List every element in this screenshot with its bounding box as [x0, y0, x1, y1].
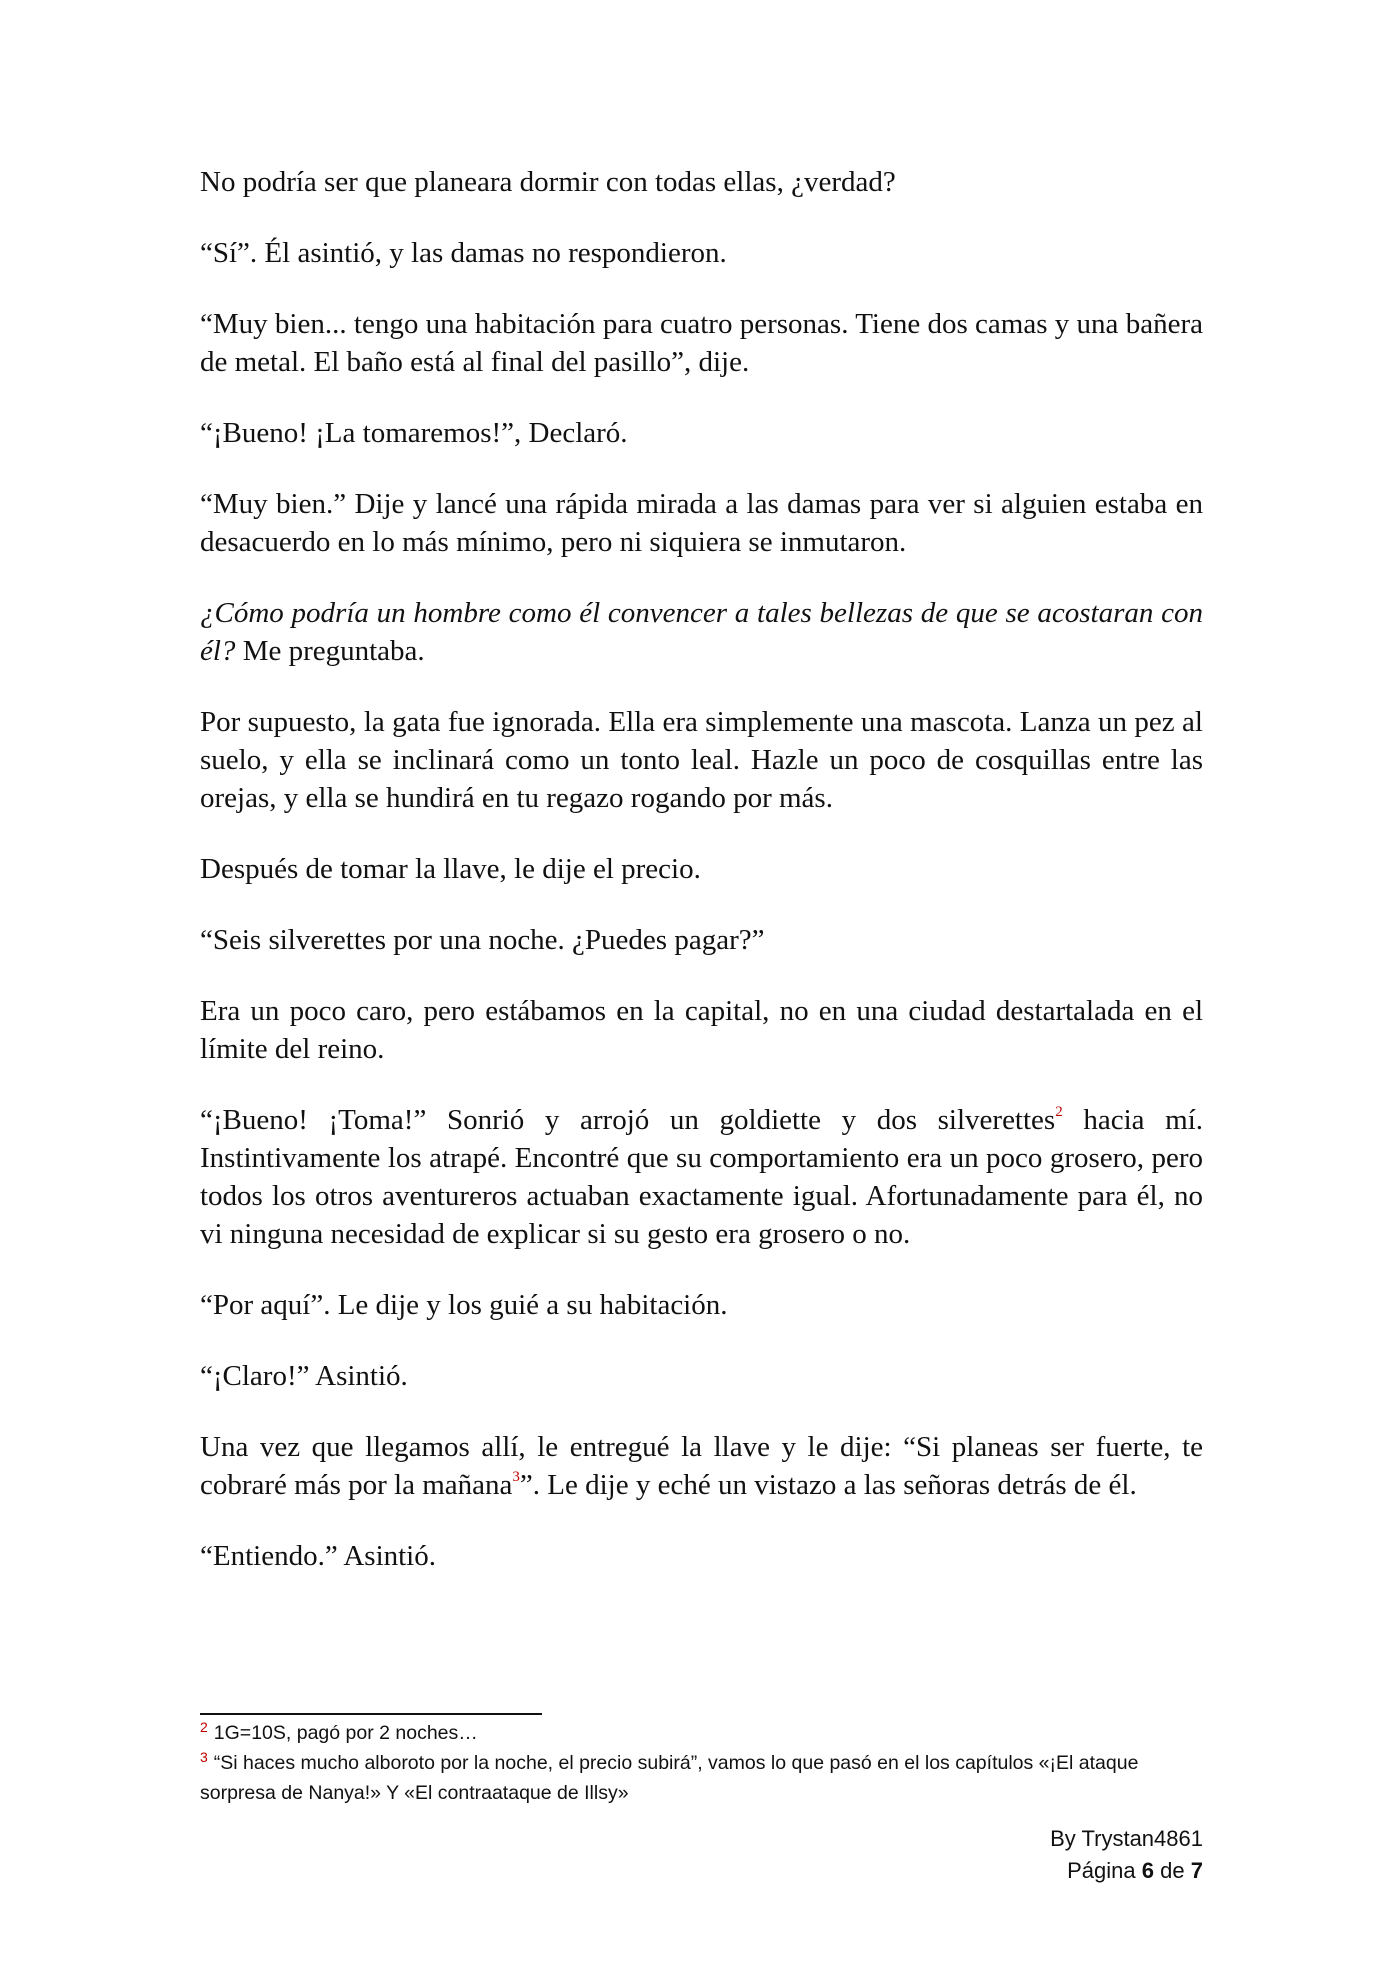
page-footer [1050, 1823, 1203, 1887]
paragraph-8-text: Después de tomar la llave, le dije el precio. [200, 853, 701, 885]
paragraph-8 [200, 850, 1203, 888]
paragraph-2-text: “Sí”. Él asintió, y las damas no respondieron. [200, 237, 727, 269]
footnote-2 [200, 1718, 1203, 1748]
paragraph-14-text-before: Una vez que llegamos allí, le entregué la llave y le dije: “Si planeas ser fuerte, te cobraré más por la mañana [200, 1431, 1203, 1501]
page-current: 6 [1141, 1858, 1155, 1883]
paragraph-6-italic-text: ¿Cómo podría un hombre como él convencer a tales bellezas de que se acostaran con él? [200, 597, 1203, 667]
paragraph-14-text-after: ”. Le dije y eché un vistazo a las señoras detrás de él. [519, 1469, 1137, 1501]
paragraph-1-text: No podría ser que planeara dormir con todas ellas, ¿verdad? [200, 166, 896, 198]
paragraph-14 [200, 1428, 1203, 1504]
body-text [200, 163, 1203, 1575]
paragraph-3-text: “Muy bien... tengo una habitación para cuatro personas. Tiene dos camas y una bañera de metal. El baño está al final del pasillo”, dije. [200, 308, 1203, 378]
footnote-3-text: “Si haces mucho alboroto por la noche, el precio subirá”, vamos lo que pasó en el los capítulos «¡El ataque sorpresa de Nanya!» Y «El contraataque de Illsy» [200, 1752, 1139, 1804]
paragraph-1 [200, 163, 1203, 201]
paragraph-6 [200, 594, 1203, 670]
paragraph-7-text: Por supuesto, la gata fue ignorada. Ella era simplemente una mascota. Lanza un pez al suelo, y ella se inclinará como un tonto leal. Hazle un poco de cosquillas entre las orejas, y ella se hundirá en tu regazo rogando por más. [200, 706, 1203, 814]
paragraph-13-text: “¡Claro!” Asintió. [200, 1360, 408, 1392]
page-number [1050, 1855, 1203, 1887]
paragraph-11 [200, 1101, 1203, 1253]
paragraph-4 [200, 414, 1203, 452]
paragraph-9 [200, 921, 1203, 959]
paragraph-6-text: Me preguntaba. [235, 635, 425, 667]
footnote-3-number: 3 [200, 1748, 208, 1765]
paragraph-5 [200, 485, 1203, 561]
footnote-2-number: 2 [200, 1718, 208, 1735]
footnote-separator [200, 1713, 542, 1715]
paragraph-12-text: “Por aquí”. Le dije y los guié a su habitación. [200, 1289, 728, 1321]
paragraph-12 [200, 1286, 1203, 1324]
paragraph-5-text: “Muy bien.” Dije y lancé una rápida mirada a las damas para ver si alguien estaba en desacuerdo en lo más mínimo, pero ni siquiera se inmutaron. [200, 488, 1203, 558]
page-of: de [1160, 1858, 1185, 1883]
paragraph-3 [200, 305, 1203, 381]
paragraph-15-text: “Entiendo.” Asintió. [200, 1540, 436, 1572]
page-word: Página [1067, 1858, 1136, 1883]
footnote-3 [200, 1748, 1203, 1808]
paragraph-10 [200, 992, 1203, 1068]
footer-author: By Trystan4861 [1050, 1826, 1203, 1851]
page-total: 7 [1190, 1858, 1203, 1883]
paragraph-15 [200, 1537, 1203, 1575]
footnote-ref-3[interactable]: 3 [512, 1469, 520, 1486]
footnotes [200, 1718, 1203, 1808]
paragraph-13 [200, 1357, 1203, 1395]
paragraph-10-text: Era un poco caro, pero estábamos en la capital, no en una ciudad destartalada en el límite del reino. [200, 995, 1203, 1065]
paragraph-9-text: “Seis silverettes por una noche. ¿Puedes pagar?” [200, 924, 765, 956]
paragraph-11-text-before: “¡Bueno! ¡Toma!” Sonrió y arrojó un goldiette y dos silverettes [200, 1104, 1056, 1136]
paragraph-11-text-after: hacia mí. Instintivamente los atrapé. Encontré que su comportamiento era un poco grosero, pero todos los otros aventureros actuaban exactamente igual. Afortunadamente para él, no vi ninguna necesidad de explicar si su gesto era grosero o no. [200, 1104, 1203, 1250]
paragraph-7 [200, 703, 1203, 817]
paragraph-4-text: “¡Bueno! ¡La tomaremos!”, Declaró. [200, 417, 628, 449]
footnote-ref-2[interactable]: 2 [1055, 1104, 1063, 1121]
footnote-2-text: 1G=10S, pagó por 2 noches… [213, 1722, 478, 1744]
paragraph-2 [200, 234, 1203, 272]
